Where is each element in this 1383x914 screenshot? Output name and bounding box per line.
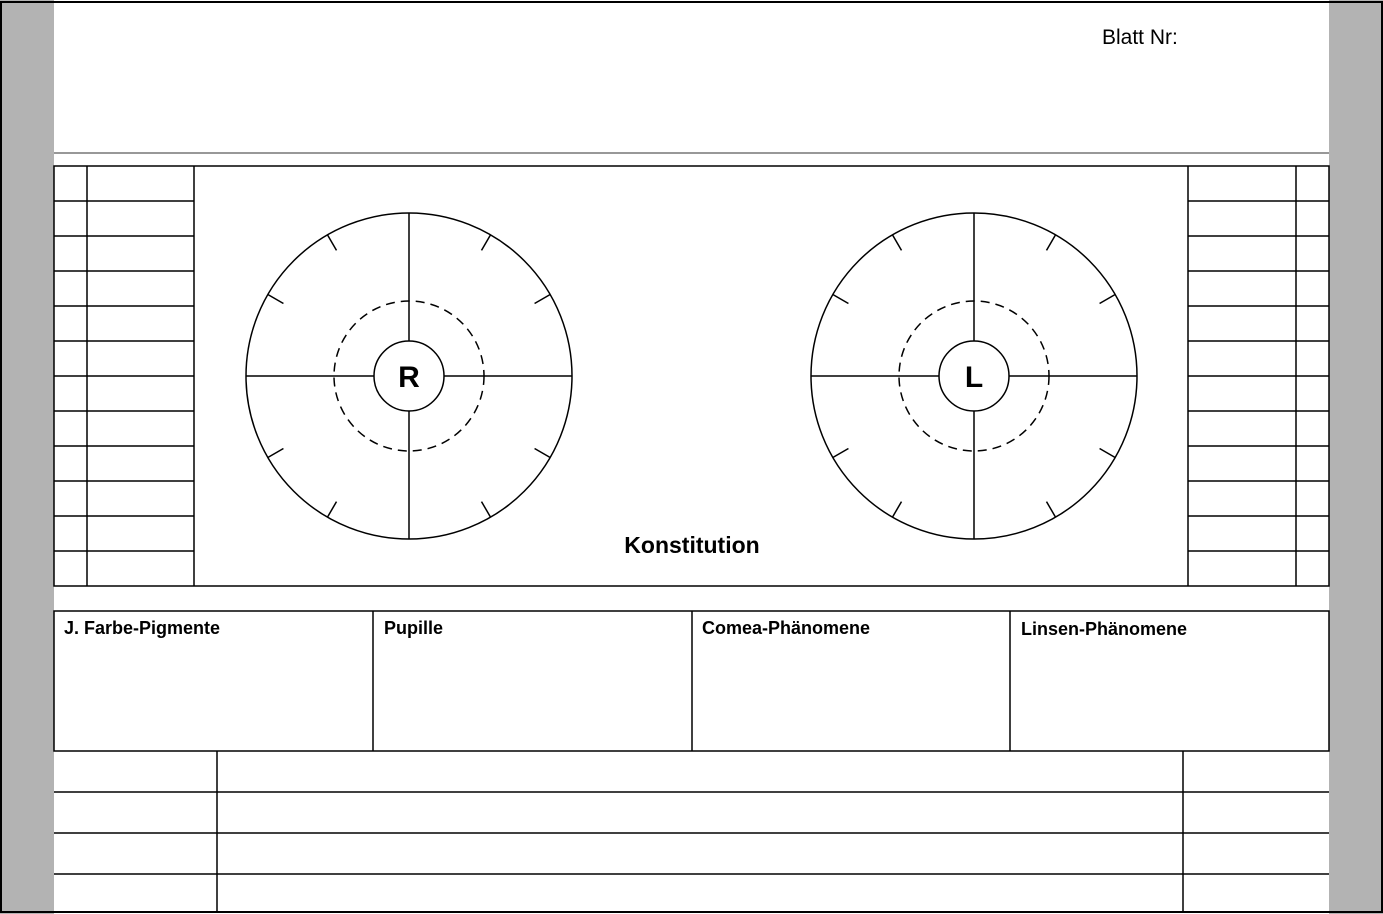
clock-tick bbox=[268, 449, 284, 458]
clock-tick bbox=[893, 235, 902, 251]
clock-tick bbox=[535, 295, 551, 304]
section-farbe-pigmente: J. Farbe-Pigmente bbox=[64, 618, 221, 638]
clock-tick bbox=[833, 449, 849, 458]
left-margin-bar bbox=[0, 0, 54, 914]
clock-tick bbox=[1047, 502, 1056, 518]
clock-tick bbox=[833, 295, 849, 304]
clock-tick bbox=[535, 449, 551, 458]
clock-tick bbox=[328, 235, 337, 251]
sheet-number-label: Blatt Nr: bbox=[1102, 26, 1178, 49]
clock-tick bbox=[328, 502, 337, 518]
left-eye-label: L bbox=[964, 361, 984, 394]
clock-tick bbox=[482, 235, 491, 251]
clock-tick bbox=[1100, 295, 1116, 304]
clock-tick bbox=[1047, 235, 1056, 251]
right-eye-label: R bbox=[398, 361, 420, 394]
section-pupille: Pupille bbox=[384, 618, 444, 638]
clock-tick bbox=[482, 502, 491, 518]
section-comea-phaenomene: Comea-Phänomene bbox=[702, 618, 871, 638]
clock-tick bbox=[1100, 449, 1116, 458]
konstitution-title: Konstitution bbox=[624, 532, 760, 558]
section-linsen-phaenomene: Linsen-Phänomene bbox=[1021, 619, 1188, 639]
clock-tick bbox=[893, 502, 902, 518]
page-border bbox=[1, 2, 1382, 912]
clock-tick bbox=[268, 295, 284, 304]
right-margin-bar bbox=[1329, 0, 1383, 914]
